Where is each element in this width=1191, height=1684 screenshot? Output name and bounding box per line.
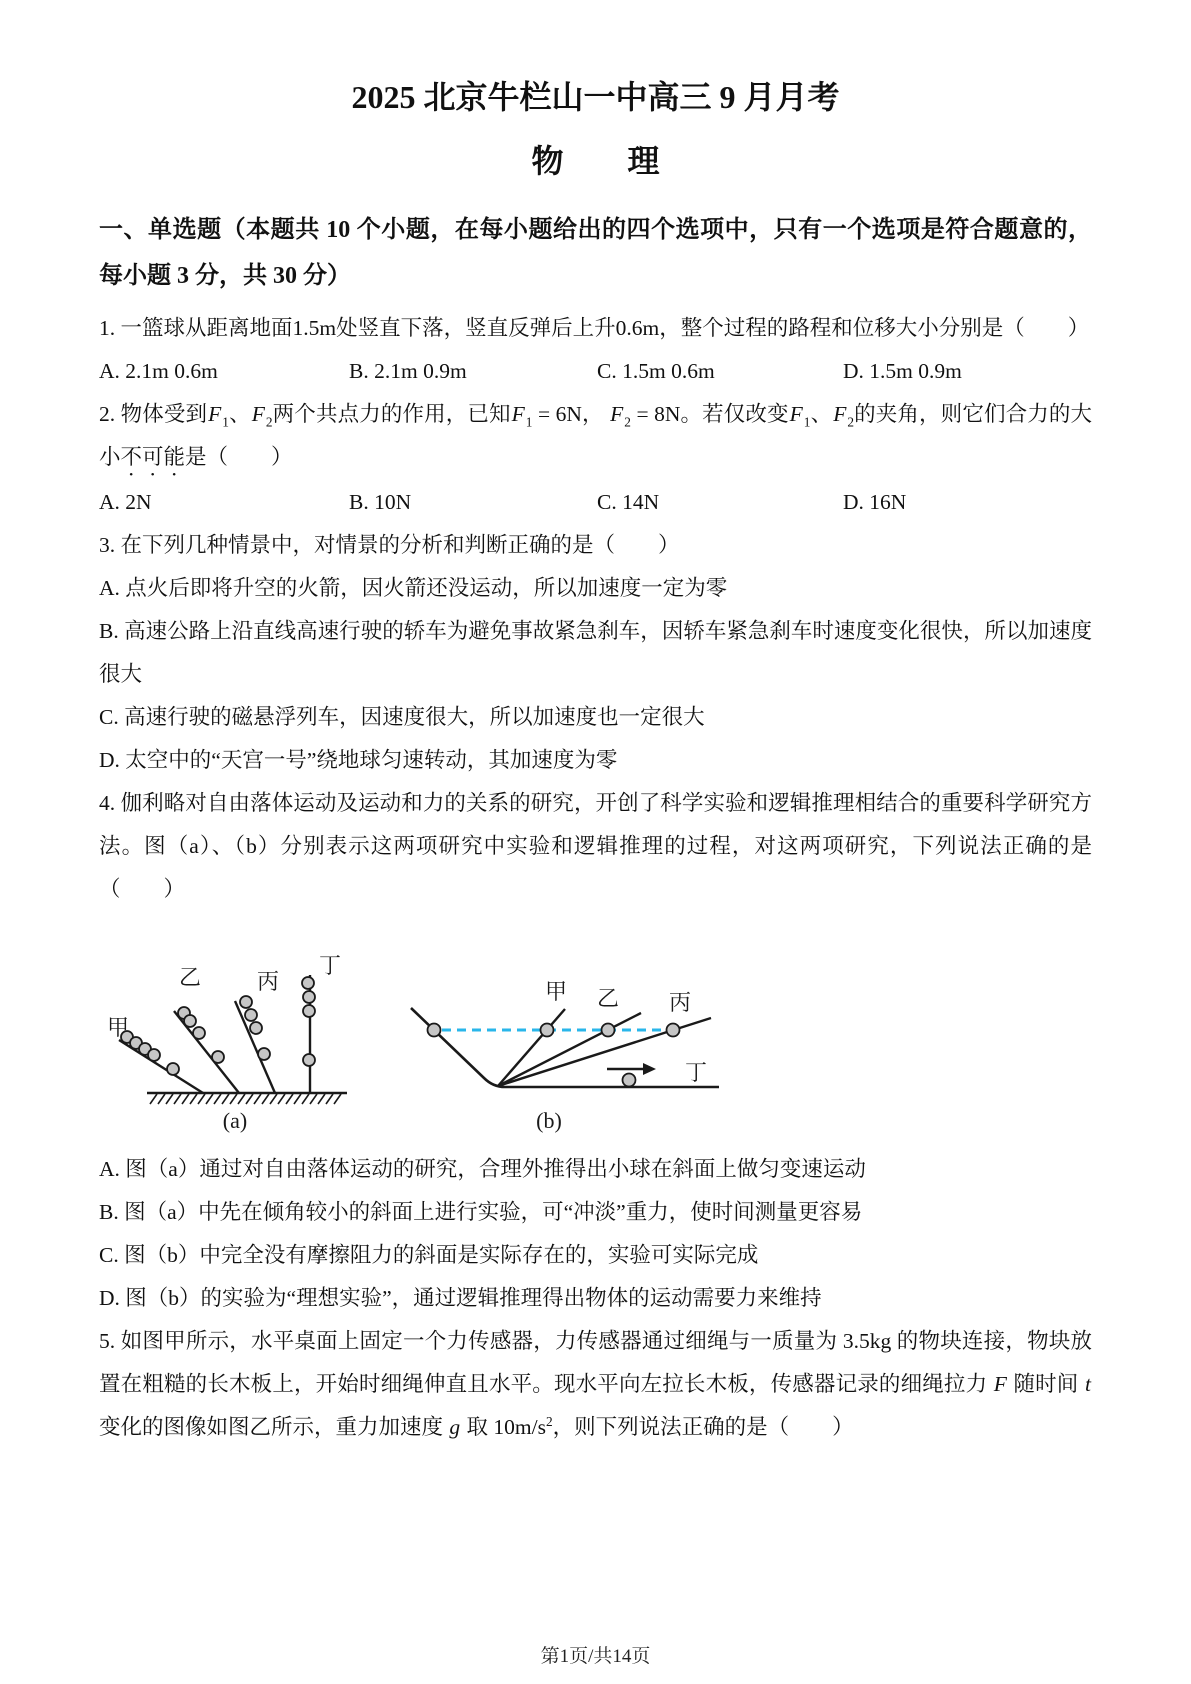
exam-title: 2025 北京牛栏山一中高三 9 月月考	[351, 79, 840, 115]
option-c: C. 1.5m 0.6m	[597, 358, 715, 383]
option-b: B. 10N	[349, 489, 412, 514]
option-c: C. 高速行驶的磁悬浮列车，因速度很大，所以加速度也一定很大	[99, 704, 705, 729]
option-a: A. 点火后即将升空的火箭，因火箭还没运动，所以加速度一定为零	[99, 575, 728, 600]
figure-a-inclined-tracks	[107, 923, 359, 1138]
label-ding: 丁	[685, 1059, 708, 1085]
option-d: D. 1.5m 0.9m	[843, 358, 962, 383]
option-b: B. 图（a）中先在倾角较小的斜面上进行实验，可“冲淡”重力，使时间测量更容易	[99, 1199, 863, 1224]
rising-inclines	[498, 1009, 711, 1086]
question-3	[99, 524, 1092, 782]
label-bing: 丙	[257, 968, 280, 994]
figure-b-ideal-experiment	[389, 923, 729, 1138]
question-4	[99, 782, 1092, 1320]
option-b: B. 2.1m 0.9m	[349, 358, 467, 383]
question-5	[99, 1320, 1092, 1449]
question-2-stem: 2. 物体受到$F_1$、$F_2$两个共点力的作用，已知$F_1 = 6N$， $F_2 = 8N$。若仅改变$F_1$、$F_2$的夹角，则它们合力的大小不可能是（ ）	[99, 401, 1092, 469]
balls	[428, 1023, 680, 1086]
question-4-figure	[107, 923, 1092, 1138]
option-c: C. 14N	[597, 489, 660, 514]
balls	[121, 977, 315, 1075]
option-a: A. 2.1m 0.6m	[99, 358, 218, 383]
label-yi: 乙	[597, 985, 620, 1011]
label-yi: 乙	[179, 964, 202, 990]
figure-a-caption: (a)	[222, 1107, 248, 1133]
option-a: A. 2N	[99, 489, 152, 514]
label-jia: 甲	[107, 1014, 130, 1040]
question-4-stem: 4. 伽利略对自由落体运动及运动和力的关系的研究，开创了科学实验和逻辑推理相结合的重要科学研究方法。图（a）、（b）分别表示这两项研究中实验和逻辑推理的过程，对这两项研究，下列说法正确的是（ ）	[99, 790, 1092, 901]
question-1	[99, 307, 1092, 393]
option-d: D. 太空中的“天宫一号”绕地球匀速转动，其加速度为零	[99, 747, 618, 772]
label-bing: 丙	[669, 989, 692, 1015]
question-2-options	[99, 481, 1092, 524]
main-track	[411, 1008, 719, 1087]
question-1-stem: 1. 一篮球从距离地面1.5m处竖直下落，竖直反弹后上升0.6m，整个过程的路程和位移大小分别是（ ）	[99, 315, 1090, 340]
incline-yi	[498, 1013, 641, 1086]
question-5-stem: 5. 如图甲所示，水平桌面上固定一个力传感器，力传感器通过细绳与一质量为 3.5kg 的物块连接，物块放置在粗糙的长木板上，开始时细绳伸直且水平。现水平向左拉长木板，传感器记录的细绳拉力 F 随时间 t 变化的图像如图乙所示，重力加速度 g 取 $10m/s^2$，则下列说法正确的是（ ）	[99, 1328, 1092, 1439]
incline-lines	[119, 975, 310, 1093]
option-a: A. 图（a）通过对自由落体运动的研究，合理外推得出小球在斜面上做匀变速运动	[99, 1156, 866, 1181]
option-b: B. 高速公路上沿直线高速行驶的轿车为避免事故紧急刹车，因轿车紧急刹车时速度变化很快，所以加速度很大	[99, 618, 1092, 686]
figure-b-caption: (b)	[536, 1107, 562, 1133]
label-jia: 甲	[545, 978, 568, 1004]
option-d: D. 图（b）的实验为“理想实验”，通过逻辑推理得出物体的运动需要力来维持	[99, 1285, 822, 1310]
question-1-options	[99, 350, 1092, 393]
option-d: D. 16N	[843, 489, 907, 514]
ground	[147, 1093, 347, 1104]
page-footer: 第1页/共14页	[540, 1646, 651, 1667]
subject-title: 物 理	[531, 143, 660, 180]
question-3-stem: 3. 在下列几种情景中，对情景的分析和判断正确的是（ ）	[99, 532, 680, 557]
question-2	[99, 393, 1092, 524]
label-ding: 丁	[319, 952, 342, 978]
option-c: C. 图（b）中完全没有摩擦阻力的斜面是实际存在的，实验可实际完成	[99, 1242, 759, 1267]
question-4-options	[99, 1148, 1092, 1320]
section-heading: 一、单选题（本题共 10 个小题，在每小题给出的四个选项中，只有一个选项是符合题意的，每小题 3 分，共 30 分）	[99, 216, 1092, 289]
